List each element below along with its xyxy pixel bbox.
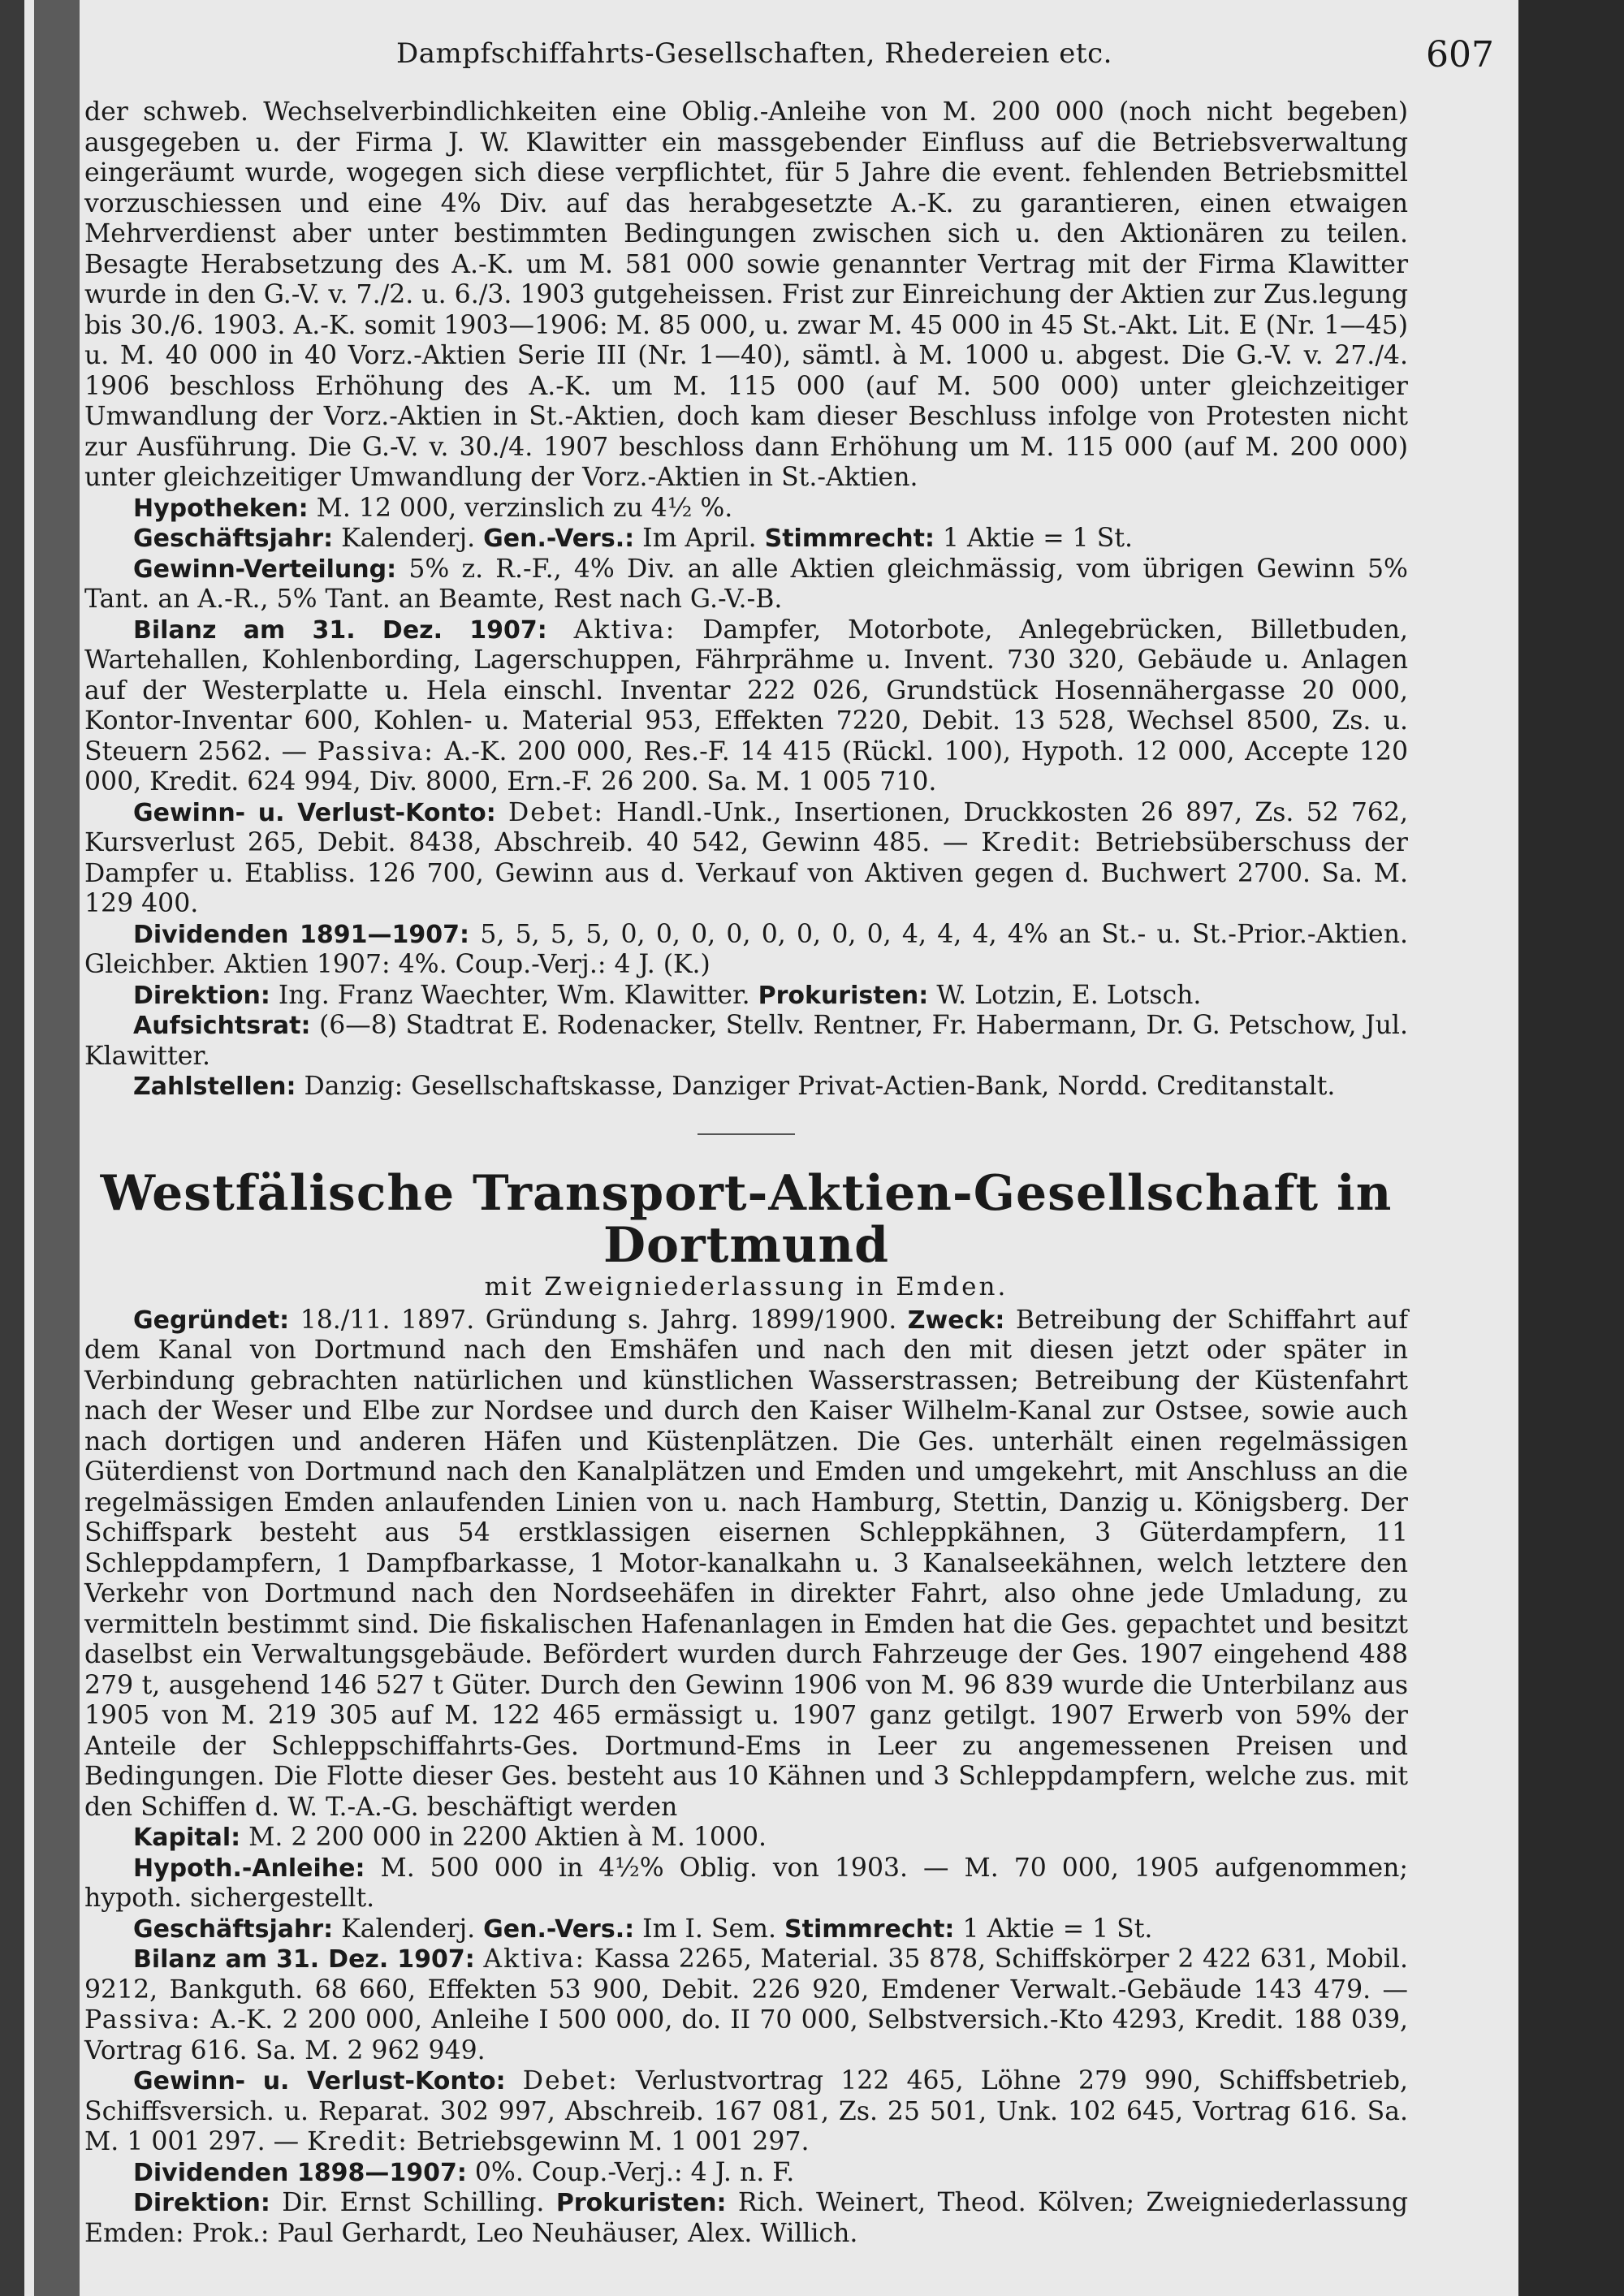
section2-gegruendet bbox=[84, 1306, 1408, 1823]
scan-edge-left-shadow bbox=[34, 0, 80, 2296]
dividenden-text: 5, 5, 5, 5, 0, 0, 0, 0, 0, 0, 0, 0, 4, 4, 4, 4% an St.- u. St.-Prior.-Aktien. Gleichber. Aktien 1907: 4%. Coup.-Verj.: 4 J. (K.) bbox=[84, 919, 1408, 979]
section1-bilanz bbox=[84, 615, 1408, 798]
guv-kredit-2: Betriebsgewinn M. 1 001 297. bbox=[416, 2127, 810, 2156]
gen-vers-text-2: Im I. Sem. bbox=[642, 1914, 777, 1944]
label-aufsichtsrat: Aufsichtsrat: bbox=[133, 1012, 311, 1040]
zahlstellen-text: Danzig: Gesellschaftskasse, Danziger Privat-Actien-Bank, Nordd. Creditanstalt. bbox=[304, 1072, 1336, 1101]
dividenden-text-2: 0%. Coup.-Verj.: 4 J. n. F. bbox=[474, 2157, 795, 2187]
label-gewinn-verteilung: Gewinn-Verteilung: bbox=[133, 555, 397, 584]
hypoth-anleihe-text: M. 500 000 in 4½% Oblig. von 1903. — M. 70 000, 1905 aufgenommen; hypoth. sichergestellt. bbox=[84, 1853, 1409, 1913]
section1-guv bbox=[84, 798, 1408, 920]
stimmrecht-text: 1 Aktie = 1 St. bbox=[943, 524, 1133, 553]
prokuristen-text-2: Rich. Weinert, Theod. Kölven; Zweigniederlassung Emden: Prok.: Paul Gerhardt, Leo Neuhäuser, Alex. Willich. bbox=[84, 2188, 1409, 2248]
label-geschaeftsjahr-2: Geschäftsjahr: bbox=[133, 1914, 334, 1944]
label-prokuristen-2: Prokuristen: bbox=[555, 2189, 727, 2217]
section1-geschaeftsjahr bbox=[84, 524, 1408, 555]
label-guv-2: Gewinn- u. Verlust-Konto: bbox=[133, 2067, 506, 2095]
stimmrecht-text-2: 1 Aktie = 1 St. bbox=[962, 1914, 1153, 1944]
label-direktion: Direktion: bbox=[133, 981, 270, 1010]
page-header bbox=[80, 31, 1518, 80]
direktion-text: Ing. Franz Waechter, Wm. Klawitter. bbox=[278, 980, 750, 1010]
section2-bilanz bbox=[84, 1944, 1408, 2066]
label-dividenden: Dividenden 1891—1907: bbox=[133, 920, 470, 949]
aktiva-word-2: Aktiva: bbox=[483, 1944, 586, 1974]
body-text bbox=[84, 97, 1408, 2249]
section2-direktion bbox=[84, 2188, 1408, 2249]
section2-hypoth-anleihe bbox=[84, 1854, 1408, 1914]
kredit-word: Kredit: bbox=[981, 828, 1083, 857]
gegruendet-text: 18./11. 1897. Gründung s. Jahrg. 1899/1900. bbox=[300, 1305, 897, 1335]
debet-word-2: Debet: bbox=[522, 2066, 619, 2095]
label-bilanz: Bilanz am 31. Dez. 1907: bbox=[133, 615, 547, 645]
label-bilanz-2: Bilanz am 31. Dez. 1907: bbox=[133, 1945, 475, 1974]
gen-vers-text: Im April. bbox=[642, 524, 757, 553]
section1-intro: der schweb. Wechselverbindlichkeiten eine Oblig.-Anleihe von M. 200 000 (noch nicht begeben) ausgegeben u. der Firma J. W. Klawitter ein massgebender Einfluss auf die Betriebsverwaltung eingeräumt wurde, wogegen sich diese verpflichtet, für 5 Jahre die event. fehlenden Betriebsmittel vorzuschiessen und eine 4% Div. auf das herabgesetzte A.-K. zu garantieren, einen etwaigen Mehrverdienst aber unter bestimmten Bedingungen zwischen sich u. den Aktionären zu teilen. Besagte Herabsetzung des A.-K. um M. 581 000 sowie genannter Vertrag mit der Firma Klawitter wurde in den G.-V. v. 7./2. u. 6./3. 1903 gutgeheissen. Frist zur Einreichung der Aktien zur Zus.legung bis 30./6. 1903. A.-K. somit 1903—1906: M. 85 000, u. zwar M. 45 000 in 45 St.-Akt. Lit. E (Nr. 1—45) u. M. 40 000 in 40 Vorz.-Aktien Serie III (Nr. 1—40), sämtl. à M. 1000 u. abgest. Die G.-V. v. 27./4. 1906 beschloss Erhöhung des A.-K. um M. 115 000 (auf M. 500 000) unter gleichzeitiger Umwandlung der Vorz.-Aktien in St.-Aktien, doch kam dieser Beschluss infolge von Protesten nicht zur Ausführung. Die G.-V. v. 30./4. 1907 beschloss dann Erhöhung um M. 115 000 (auf M. 200 000) unter gleichzeitiger Umwandlung der Vorz.-Aktien in St.-Aktien. bbox=[84, 97, 1408, 492]
label-gen-vers-2: Gen.-Vers.: bbox=[483, 1914, 635, 1944]
section2-guv bbox=[84, 2066, 1408, 2158]
bilanz-aktiva-2: Kassa 2265, Material. 35 878, Schiffskörper 2 422 631, Mobil. 9212, Bankguth. 68 660, Effekten 53 900, Debit. 226 920, Emdener Verwalt.-Gebäude 143 479. — bbox=[84, 1944, 1408, 2005]
guv-debet-2: Verlustvortrag 122 465, Löhne 279 990, Schiffsbetrieb, Schiffsversich. u. Reparat. 302 997, Abschreib. 167 081, Zs. 25 501, Unk. 102 645, Vortrag 616. Sa. M. 1 001 297. — bbox=[84, 2066, 1408, 2156]
section-divider bbox=[698, 1133, 795, 1135]
label-hypotheken: Hypotheken: bbox=[133, 494, 309, 523]
label-kapital: Kapital: bbox=[133, 1823, 241, 1852]
section1-aufsichtsrat bbox=[84, 1011, 1408, 1072]
kredit-word-2: Kredit: bbox=[307, 2127, 408, 2156]
guv-kredit: Betriebsüberschuss der Dampfer u. Etabliss. 126 700, Gewinn aus d. Verkauf von Aktiven gegen d. Buchwert 2700. Sa. M. 129 400. bbox=[84, 828, 1408, 918]
company-title: Westfälische Transport-Aktien-Gesellschaft in Dortmund bbox=[100, 1164, 1393, 1274]
running-head: Dampfschiffahrts-Gesellschaften, Rhedereien etc. bbox=[396, 37, 1112, 70]
company-subtitle: mit Zweigniederlassung in Emden. bbox=[484, 1271, 1009, 1301]
gewinn-verteilung-text: 5% z. R.-F., 4% Div. an alle Aktien gleichmässig, vom übrigen Gewinn 5% Tant. an A.-R., 5% Tant. an Beamte, Rest nach G.-V.-B. bbox=[84, 554, 1408, 614]
bilanz-passiva: A.-K. 200 000, Res.-F. 14 415 (Rückl. 100), Hypoth. 12 000, Accepte 120 000, Kredit. 624 994, Div. 8000, Ern.-F. 26 200. Sa. M. 1 005 710. bbox=[84, 736, 1409, 796]
page-number: 607 bbox=[1426, 34, 1494, 76]
scan-edge-right bbox=[1518, 0, 1624, 2296]
geschaeftsjahr-text: Kalenderj. bbox=[341, 524, 476, 553]
debet-word: Debet: bbox=[508, 797, 604, 827]
section1-dividenden bbox=[84, 920, 1408, 981]
direktion-text-2: Dir. Ernst Schilling. bbox=[282, 2188, 545, 2217]
scan-edge-left-light bbox=[24, 0, 34, 2296]
zweck-text: Betreibung der Schiffahrt auf dem Kanal von Dortmund nach den Emshäfen und nach den mit diesen jetzt oder später in Verbindung gebrachten natürlichen und künstlichen Wasserstrassen; Betreibung der Küstenfahrt nach der Weser und Elbe zur Nordsee und durch den Kaiser Wilhelm-Kanal zur Ostsee, sowie auch nach dortigen und anderen Häfen und Küstenplätzen. Die Ges. unterhält einen regelmässigen Güterdienst von Dortmund nach den Kanalplätzen und Emden und umgekehrt, mit Anschluss an die regelmässigen Emden anlaufenden Linien von u. nach Hamburg, Stettin, Danzig u. Königsberg. Der Schiffspark besteht aus 54 erstklassigen eisernen Schleppkähnen, 3 Güterdampfern, 11 Schleppdampfern, 1 Dampfbarkasse, 1 Motor-kanalkahn u. 3 Kanalseekähnen, welch letztere den Verkehr von Dortmund nach den Nordseehäfen in direkter Fahrt, also ohne jede Umladung, zu vermitteln bestimmt sind. Die fiskalischen Hafenanlagen in Emden hat die Ges. gepachtet und besitzt daselbst ein Verwaltungsgebäude. Befördert wurden durch Fahrzeuge der Ges. 1907 eingehend 488 279 t, ausgehend 146 527 t Güter. Durch den Gewinn 1906 von M. 96 839 wurde die Unterbilanz aus 1905 von M. 219 305 auf M. 122 465 ermässigt u. 1907 ganz getilgt. 1907 Erwerb von 59% der Anteile der Schleppschiffahrts-Ges. Dortmund-Ems in Leer zu angemessenen Preisen und Bedingungen. Die Flotte dieser Ges. besteht aus 10 Kähnen und 3 Schleppdampfern, welche zus. mit den Schiffen d. W. T.-A.-G. beschäftigt werden bbox=[84, 1305, 1409, 1822]
prokuristen-text: W. Lotzin, E. Lotsch. bbox=[936, 980, 1202, 1010]
document-page bbox=[80, 0, 1518, 2296]
section1-hypotheken bbox=[84, 494, 1408, 524]
geschaeftsjahr-text-2: Kalenderj. bbox=[341, 1914, 476, 1944]
section2-kapital bbox=[84, 1823, 1408, 1854]
label-direktion-2: Direktion: bbox=[133, 2189, 270, 2217]
label-stimmrecht: Stimmrecht: bbox=[764, 524, 935, 553]
passiva-word: Passiva: bbox=[317, 736, 434, 766]
label-stimmrecht-2: Stimmrecht: bbox=[784, 1914, 955, 1944]
label-dividenden-2: Dividenden 1898—1907: bbox=[133, 2158, 467, 2187]
section2-geschaeftsjahr bbox=[84, 1914, 1408, 1945]
label-prokuristen: Prokuristen: bbox=[758, 981, 929, 1010]
section1-zahlstellen bbox=[84, 1072, 1408, 1103]
label-gegruendet: Gegründet: bbox=[133, 1306, 290, 1335]
section1-direktion bbox=[84, 981, 1408, 1012]
label-hypoth-anleihe: Hypoth.-Anleihe: bbox=[133, 1854, 365, 1883]
kapital-text: M. 2 200 000 in 2200 Aktien à M. 1000. bbox=[248, 1823, 767, 1852]
hypotheken-text: M. 12 000, verzinslich zu 4½ %. bbox=[316, 493, 733, 523]
scan-edge-left bbox=[0, 0, 24, 2296]
bilanz-passiva-2: A.-K. 2 200 000, Anleihe I 500 000, do. II 70 000, Selbstversich.-Kto 4293, Kredit. 188 039, Vortrag 616. Sa. M. 2 962 949. bbox=[84, 2005, 1409, 2065]
section1-gewinn-verteilung bbox=[84, 555, 1408, 615]
aufsichtsrat-text: (6—8) Stadtrat E. Rodenacker, Stellv. Rentner, Fr. Habermann, Dr. G. Petschow, Jul. Klawitter. bbox=[84, 1011, 1408, 1071]
label-zweck: Zweck: bbox=[907, 1306, 1005, 1335]
label-geschaeftsjahr: Geschäftsjahr: bbox=[133, 524, 334, 553]
label-guv: Gewinn- u. Verlust-Konto: bbox=[133, 798, 496, 827]
guv-debet: Handl.-Unk., Insertionen, Druckkosten 26 897, Zs. 52 762, Kursverlust 265, Debit. 8438, Abschreib. 40 542, Gewinn 485. — bbox=[84, 797, 1409, 857]
label-gen-vers: Gen.-Vers.: bbox=[483, 524, 635, 553]
aktiva-word: Aktiva: bbox=[573, 615, 676, 645]
section2-dividenden bbox=[84, 2158, 1408, 2189]
passiva-word-2: Passiva: bbox=[84, 2005, 202, 2035]
bilanz-aktiva: Dampfer, Motorbote, Anlegebrücken, Billetbuden, Wartehallen, Kohlenbording, Lagerschuppen, Fährprähme u. Invent. 730 320, Gebäude u. Anlagen auf der Westerplatte u. Hela einschl. Inventar 222 026, Grundstück Hosennähergasse 20 000, Kontor-Inventar 600, Kohlen- u. Material 953, Effekten 7220, Debit. 13 528, Wechsel 8500, Zs. u. Steuern 2562. — bbox=[84, 615, 1409, 766]
label-zahlstellen: Zahlstellen: bbox=[133, 1072, 296, 1101]
